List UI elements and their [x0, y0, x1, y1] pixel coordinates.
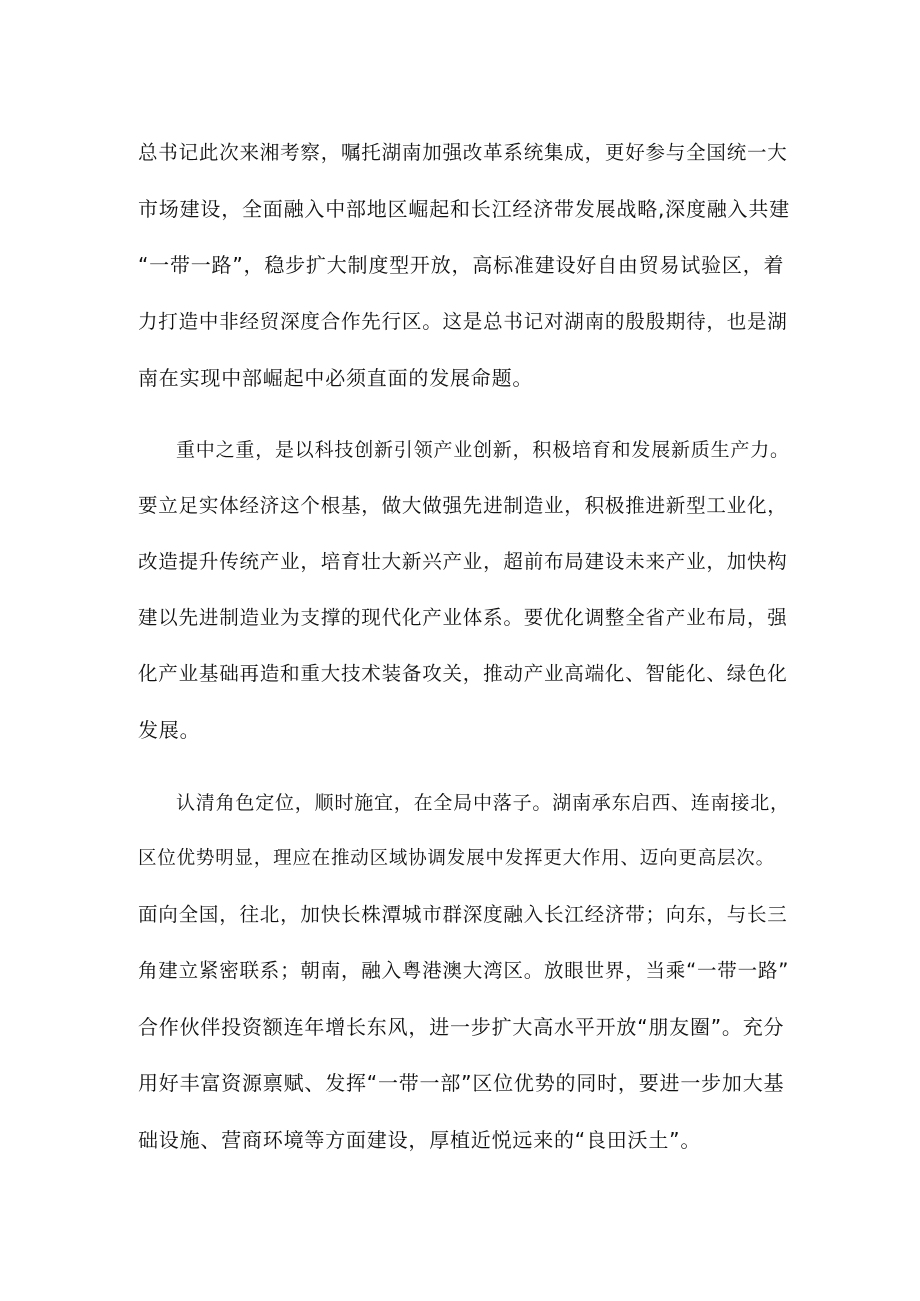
paragraph-2-line-4: 建以先进制造业为支撑的现代化产业体系。要优化调整全省产业布局，强 [138, 606, 788, 629]
paragraph-3-line-5: 合作伙伴投资额连年增长东风，进一步扩大高水平开放“朋友圈”。充分 [138, 1015, 785, 1039]
paragraph-1-line-4: 力打造中非经贸深度合作先行区。这是总书记对湖南的殷殷期待，也是湖 [138, 310, 788, 333]
paragraph-3-line-3: 面向全国，往北，加快长株潭城市群深度融入长江经济带；向东，与长三 [138, 903, 788, 926]
paragraph-1-line-1: 总书记此次来湘考察，嘱托湖南加强改革系统集成，更好参与全国统一大 [138, 141, 788, 164]
paragraph-3-line-7: 础设施、营商环境等方面建设，厚植近悦远来的“良田沃土”。 [138, 1128, 702, 1152]
paragraph-1-line-5: 南在实现中部崛起中必须直面的发展命题。 [138, 366, 534, 390]
paragraph-3-line-6: 用好丰富资源禀赋、发挥“一带一部”区位优势的同时，要进一步加大基 [138, 1071, 785, 1095]
paragraph-2-line-3: 改造提升传统产业，培育壮大新兴产业，超前布局建设未来产业，加快构 [138, 550, 788, 573]
paragraph-2-line-1: 重中之重，是以科技创新引领产业创新，积极培育和发展新质生产力。 [176, 439, 790, 461]
paragraph-2-line-5: 化产业基础再造和重大技术装备攻关，推动产业高端化、智能化、绿色化 [138, 662, 788, 685]
paragraph-3-line-1: 认清角色定位，顺时施宜，在全局中落子。湖南承东启西、连南接北， [176, 792, 790, 814]
paragraph-3-line-2: 区位优势明显，理应在推动区域协调发展中发挥更大作用、迈向更高层次。 [138, 848, 775, 869]
paragraph-2-line-6: 发展。 [138, 718, 201, 742]
paragraph-1-line-3: “一带一路”，稳步扩大制度型开放，高标准建设好自由贸易试验区，着 [138, 253, 785, 277]
paragraph-2-line-2: 要立足实体经济这个根基，做大做强先进制造业，积极推进新型工业化， [138, 494, 788, 517]
paragraph-3-line-4: 角建立紧密联系；朝南，融入粤港澳大湾区。放眼世界，当乘“一带一路” [138, 959, 790, 982]
paragraph-1-line-2: 市场建设，全面融入中部地区崛起和长江经济带发展战略,深度融入共建 [138, 197, 790, 221]
